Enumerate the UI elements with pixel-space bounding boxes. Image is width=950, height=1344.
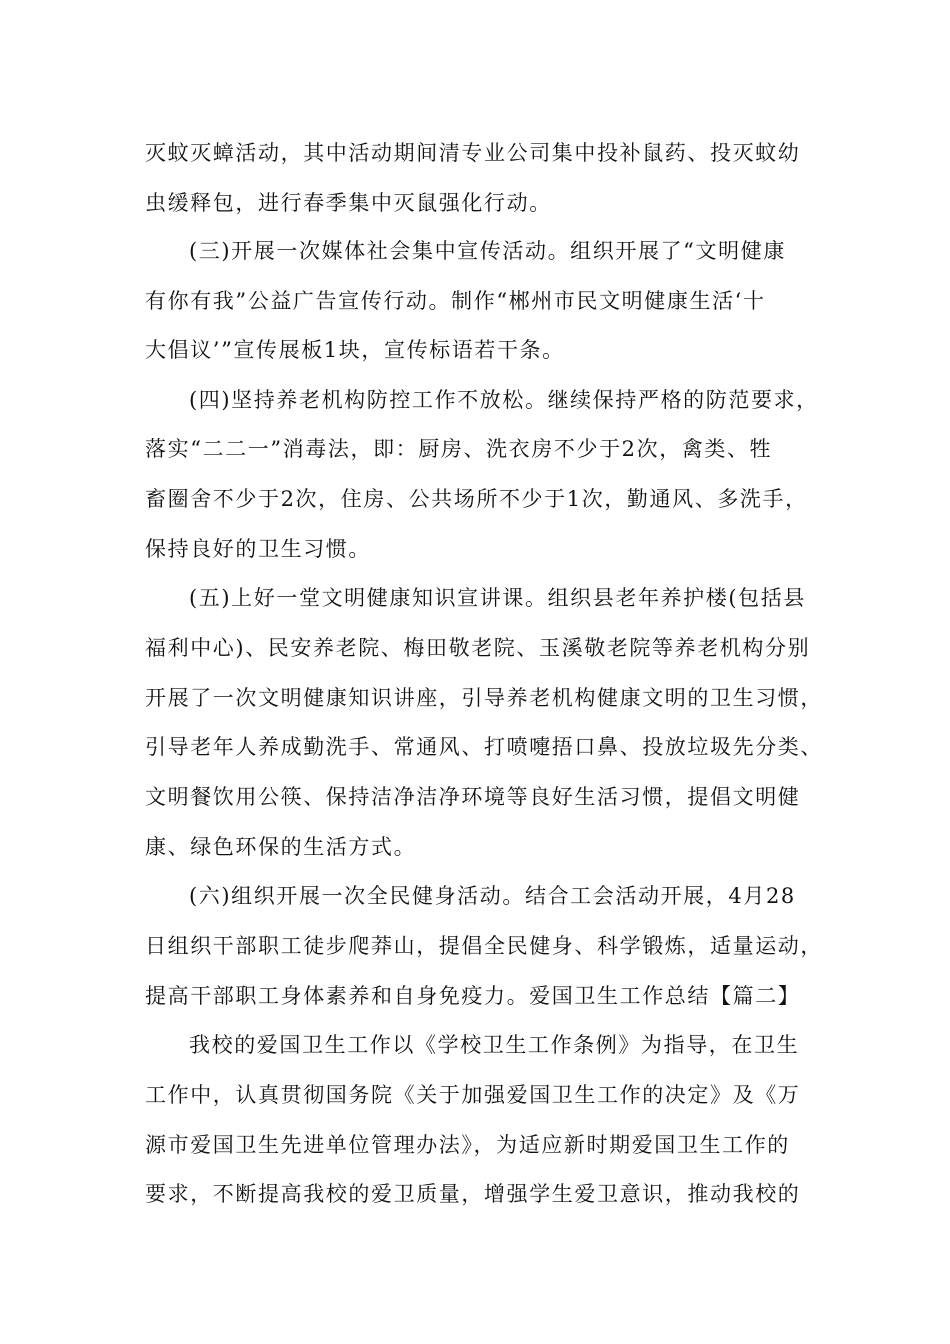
text-line: (六)组织开展一次全民健身活动。结合工会活动开展，4月28 [189,884,796,908]
text-line: 工作中，认真贯彻国务院《关于加强爱国卫生工作的决定》及《万 [145,1083,801,1107]
text-line: 虫缓释包，进行春季集中灭鼠强化行动。 [145,191,552,215]
text-line: 大倡议’”宣传展板1块，宣传标语若干条。 [145,338,565,362]
text-line: (三)开展一次媒体社会集中宣传活动。组织开展了“文明健康 [189,239,786,263]
text-line: 我校的爱国卫生工作以《学校卫生工作条例》为指导，在卫生 [189,1033,800,1057]
text-line: 日组织干部职工徒步爬莽山，提倡全民健身、科学锻炼，适量运动， [145,934,823,958]
text-line: (四)坚持养老机构防控工作不放松。继续保持严格的防范要求， [189,388,819,412]
text-line: 开展了一次文明健康知识讲座，引导养老机构健康文明的卫生习惯， [145,686,823,710]
text-line: 灭蚊灭蟑活动，其中活动期间清专业公司集中投补鼠药、投灭蚊幼 [145,141,801,165]
text-line: 落实“二二一”消毒法，即：厨房、洗衣房不少于2次，禽类、牲 [145,437,773,461]
text-line: 保持良好的卫生习惯。 [145,537,371,561]
text-line: (五)上好一堂文明健康知识宣讲课。组织县老年养护楼(包括县 [189,586,806,610]
text-line: 提高干部职工身体素养和自身免疫力。爱国卫生工作总结【篇二】 [145,984,801,1008]
text-line: 福利中心)、民安养老院、梅田敬老院、玉溪敬老院等养老机构分别 [145,636,811,660]
text-line: 源市爱国卫生先进单位管理办法》，为适应新时期爱国卫生工作的 [145,1133,790,1157]
text-line: 有你有我”公益广告宣传行动。制作“郴州市民文明健康生活‘十 [145,289,766,313]
text-line: 要求，不断提高我校的爱卫质量，增强学生爱卫意识，推动我校的 [145,1182,801,1206]
text-line: 引导老年人养成勤洗手、常通风、打喷嚏捂口鼻、投放垃圾先分类、 [145,735,823,759]
text-line: 文明餐饮用公筷、保持洁净洁净环境等良好生活习惯，提倡文明健 [145,785,801,809]
text-line: 康、绿色环保的生活方式。 [145,835,417,859]
text-line: 畜圈舍不少于2次，住房、公共场所不少于1次，勤通风、多洗手， [145,487,808,511]
